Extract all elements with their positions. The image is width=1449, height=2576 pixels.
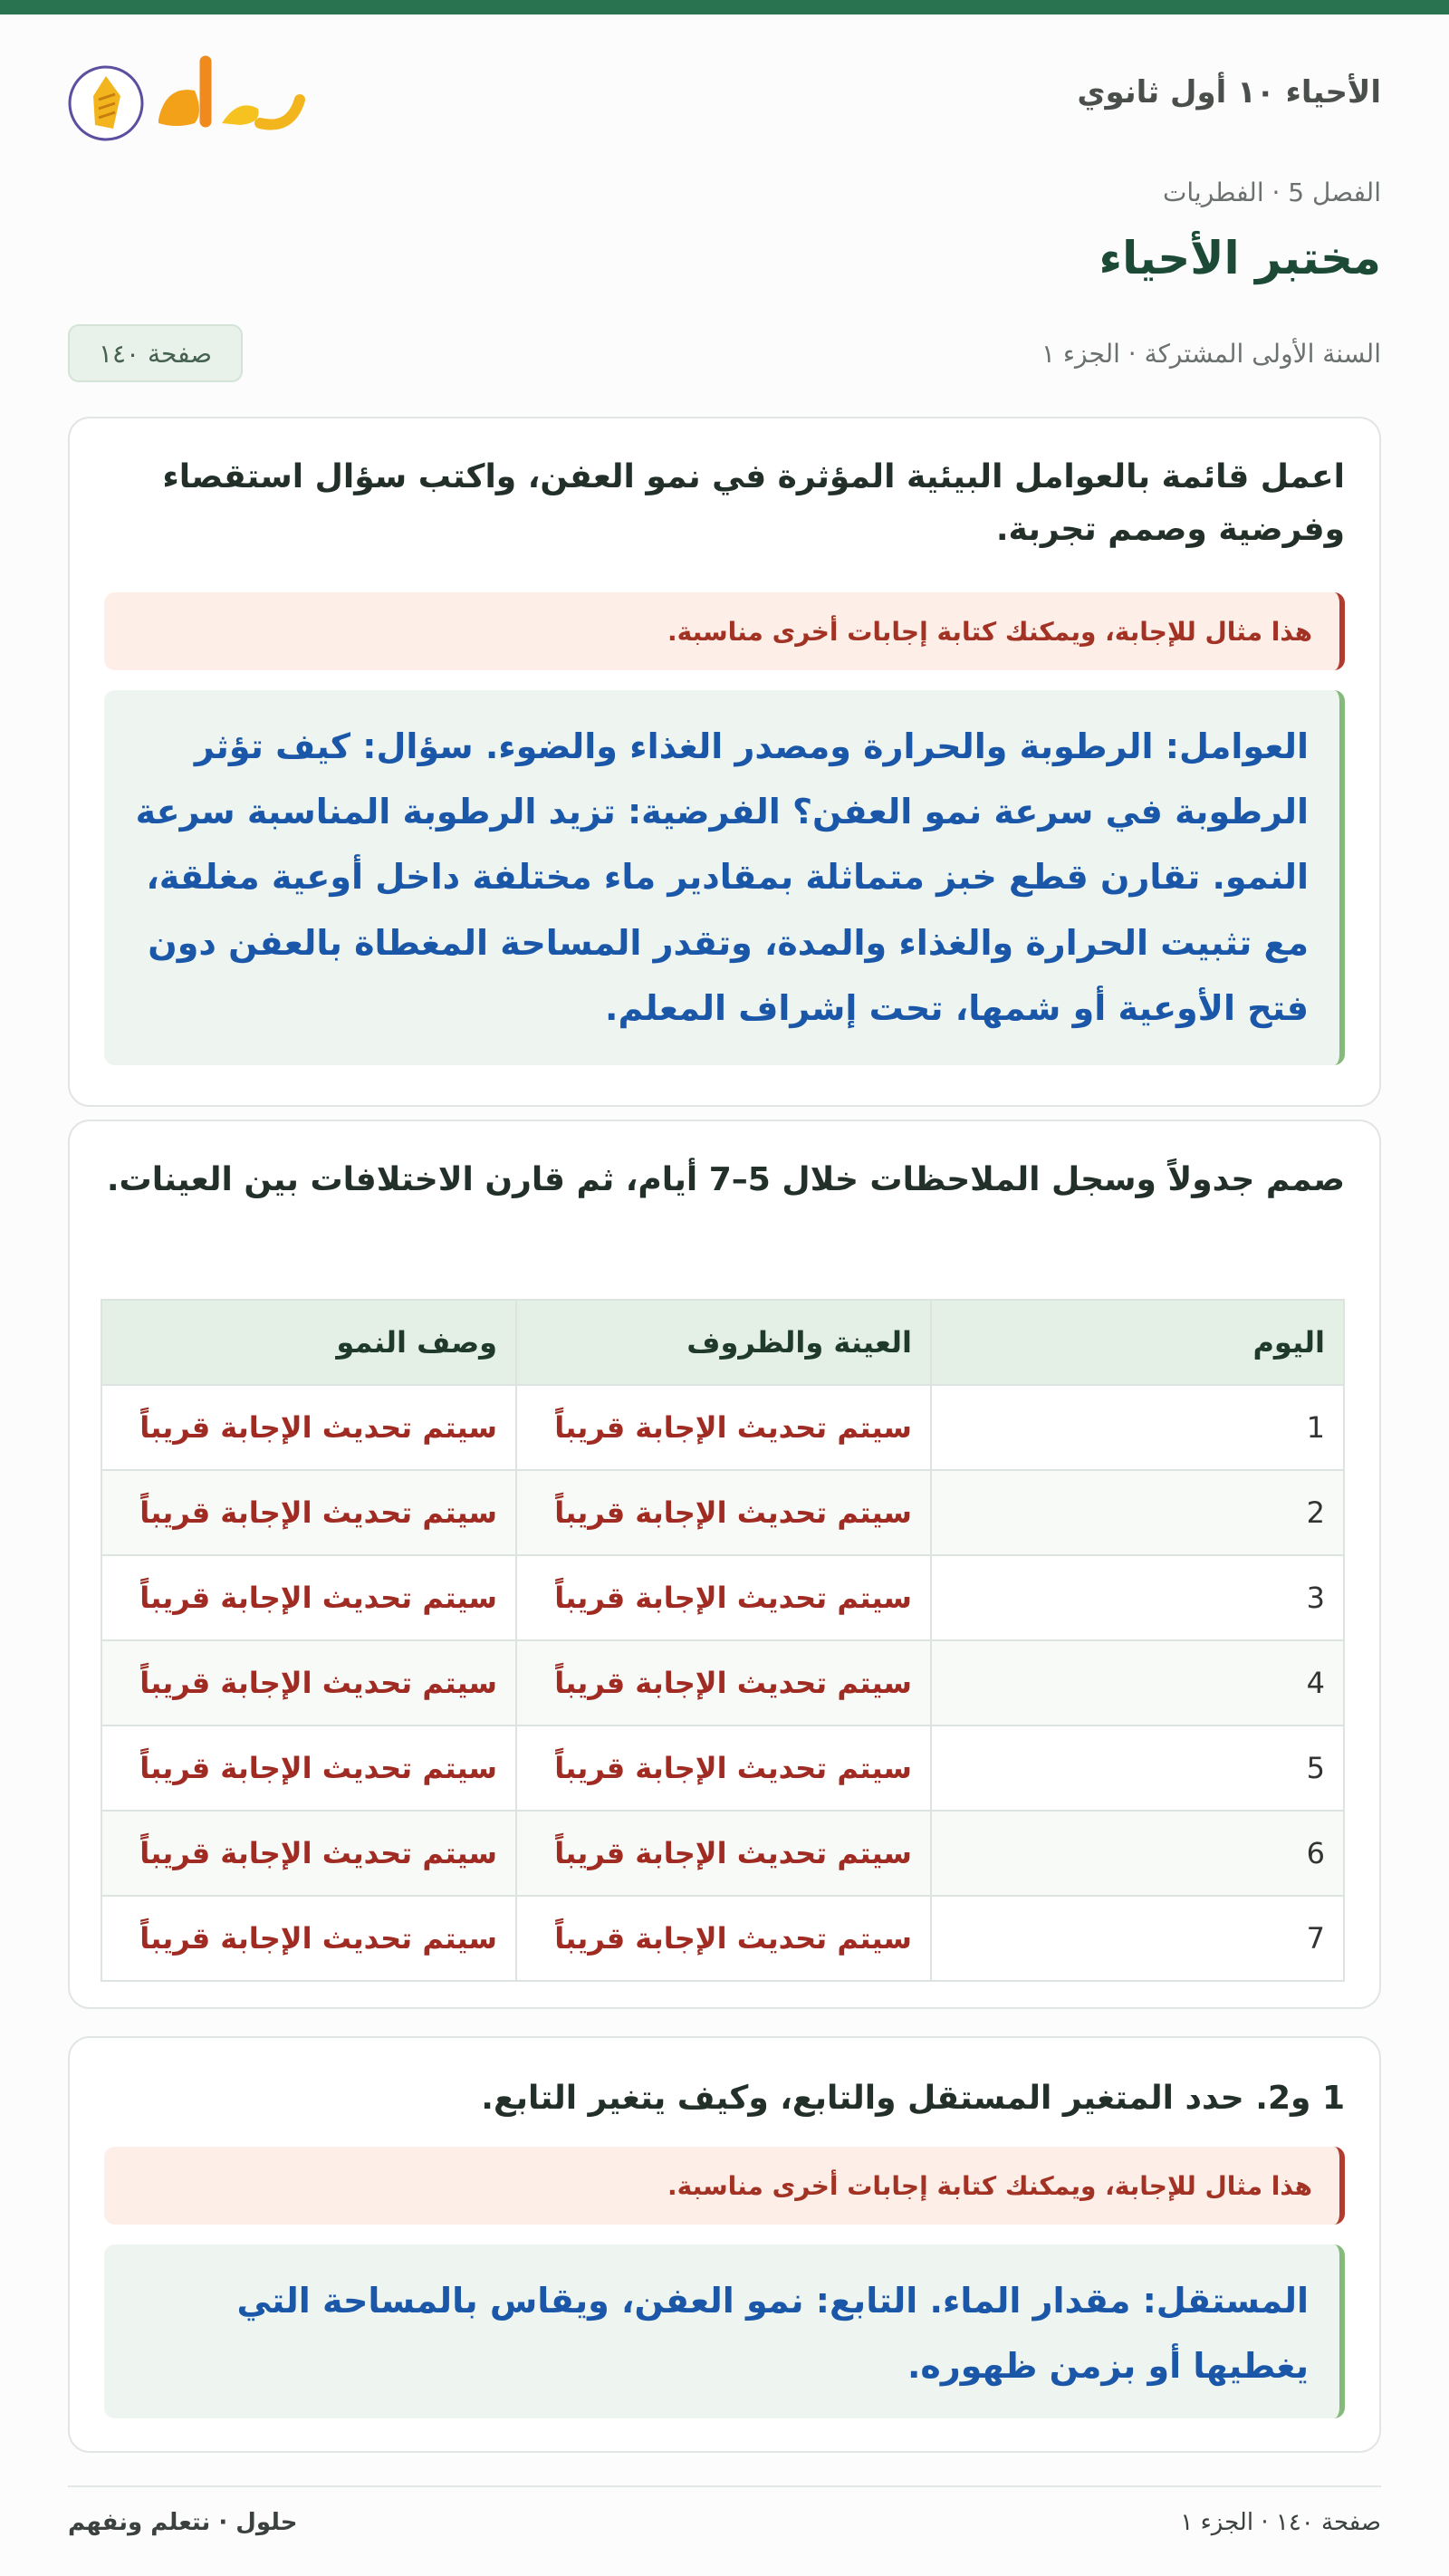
growth-cell: سيتم تحديث الإجابة قريباً <box>101 1640 516 1725</box>
sample-cell: سيتم تحديث الإجابة قريباً <box>516 1470 931 1555</box>
sample-cell: سيتم تحديث الإجابة قريباً <box>516 1896 931 1981</box>
footer-brand[interactable]: حلول · نتعلم ونفهم <box>68 2509 298 2536</box>
growth-cell: سيتم تحديث الإجابة قريباً <box>101 1470 516 1555</box>
observation-table <box>101 1299 1345 1982</box>
table-row <box>101 1640 1344 1725</box>
footer-divider <box>68 2485 1381 2487</box>
table-row <box>101 1555 1344 1640</box>
day-cell: 2 <box>931 1470 1344 1555</box>
growth-cell: سيتم تحديث الإجابة قريباً <box>101 1896 516 1981</box>
header-growth: وصف النمو <box>101 1300 516 1385</box>
growth-cell: سيتم تحديث الإجابة قريباً <box>101 1811 516 1896</box>
table-row <box>101 1725 1344 1811</box>
question-text: 1 و2. حدد المتغير المستقل والتابع، وكيف يتغير التابع. <box>481 2080 1345 2117</box>
sample-cell: سيتم تحديث الإجابة قريباً <box>516 1555 931 1640</box>
top-accent-bar <box>0 0 1449 14</box>
day-cell: 5 <box>931 1725 1344 1811</box>
day-cell: 4 <box>931 1640 1344 1725</box>
answer-text: المستقل: مقدار الماء. التابع: نمو العفن، ويقاس بالمساحة التي يغطيها أو بزمن ظهوره. <box>104 2244 1345 2418</box>
table-header-row <box>101 1300 1344 1385</box>
table-row <box>101 1811 1344 1896</box>
answer-note: هذا مثال للإجابة، ويمكنك كتابة إجابات أخرى مناسبة. <box>104 592 1345 670</box>
subject-title: الأحياء ١٠ أول ثانوي <box>1077 74 1381 111</box>
sample-cell: سيتم تحديث الإجابة قريباً <box>516 1725 931 1811</box>
footer-page-info: صفحة ١٤٠ · الجزء ١ <box>1180 2509 1381 2536</box>
growth-cell: سيتم تحديث الإجابة قريباً <box>101 1385 516 1470</box>
growth-cell: سيتم تحديث الإجابة قريباً <box>101 1555 516 1640</box>
sample-cell: سيتم تحديث الإجابة قريباً <box>516 1385 931 1470</box>
day-cell: 1 <box>931 1385 1344 1470</box>
question-card-2 <box>68 1120 1381 2009</box>
breadcrumb[interactable]: الفصل 5 · الفطريات <box>1163 178 1381 207</box>
header-sample: العينة والظروف <box>516 1300 931 1385</box>
table-row <box>101 1470 1344 1555</box>
day-cell: 7 <box>931 1896 1344 1981</box>
table-row <box>101 1896 1344 1981</box>
question-card-3 <box>68 2036 1381 2453</box>
day-cell: 3 <box>931 1555 1344 1640</box>
page-meta: السنة الأولى المشتركة · الجزء ١ <box>1041 339 1381 369</box>
brand-logo-icon[interactable] <box>68 49 312 149</box>
growth-cell: سيتم تحديث الإجابة قريباً <box>101 1725 516 1811</box>
header-day: اليوم <box>931 1300 1344 1385</box>
sample-cell: سيتم تحديث الإجابة قريباً <box>516 1811 931 1896</box>
page-header <box>68 14 1381 179</box>
answer-note: هذا مثال للإجابة، ويمكنك كتابة إجابات أخرى مناسبة. <box>104 2147 1345 2225</box>
question-card-1 <box>68 417 1381 1107</box>
answer-text: العوامل: الرطوبة والحرارة ومصدر الغذاء والضوء. سؤال: كيف تؤثر الرطوبة في سرعة نمو العفن؟ الفرضية: تزيد الرطوبة المناسبة سرعة النمو. تقارن قطع خبز متماثلة بمقادير ماء مختلفة داخل أوعية مغلقة، مع تثبيت الحرارة والغذاء والمدة، وتقدر المساحة المغطاة بالعفن دون فتح الأوعية أو شمها، تحت إشراف المعلم. <box>104 690 1345 1065</box>
table-row <box>101 1385 1344 1470</box>
question-text: اعمل قائمة بالعوامل البيئية المؤثرة في نمو العفن، واكتب سؤال استقصاء وفرضية وصمم تجربة. <box>162 458 1345 548</box>
sample-cell: سيتم تحديث الإجابة قريباً <box>516 1640 931 1725</box>
page-title: مختبر الأحياء <box>1099 232 1381 284</box>
page-content <box>68 14 1381 2387</box>
page-number-badge: صفحة ١٤٠ <box>68 324 243 382</box>
question-text: صمم جدولاً وسجل الملاحظات خلال 5–7 أيام، ثم قارن الاختلافات بين العينات. <box>106 1161 1345 1198</box>
day-cell: 6 <box>931 1811 1344 1896</box>
